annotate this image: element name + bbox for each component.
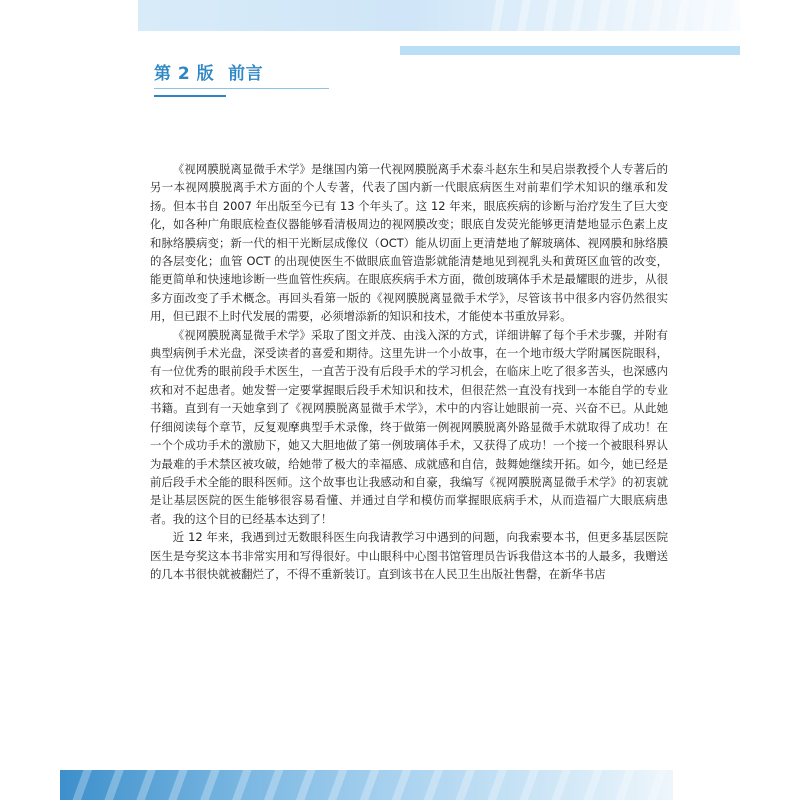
preface-body bbox=[150, 160, 668, 583]
title-underline-accent bbox=[154, 95, 226, 97]
header-accent-bar bbox=[400, 46, 740, 55]
preface-heading: 前言 bbox=[228, 64, 264, 84]
page-title bbox=[154, 59, 263, 84]
bottom-decorative-band bbox=[60, 770, 673, 800]
paragraph: 《视网膜脱离显微手术学》是继国内第一代视网膜脱离手术泰斗赵东生和吴启崇教授个人专著后的另一本视网膜脱离手术方面的个人专著，代表了国内新一代眼底病医生对前辈们学术知识的继承和发扬。但本书自 2007 年出版至今已有 13 个年头了。这 12 年来，眼底疾病的诊断与治疗发生了巨大变化，如各种广角眼底检查仪器能够看清极周边的视网膜改变；眼底自发荧光能够更清楚地显示色素上皮和脉络膜病变；新一代的相干光断层成像仪（OCT）能从切面上更清楚地了解玻璃体、视网膜和脉络膜的各层变化；血管 OCT 的出现使医生不做眼底血管造影就能清楚地见到视乳头和黄斑区血管的改变，能更简单和快速地诊断一些血管性疾病。在眼底疾病手术方面，微创玻璃体手术是最耀眼的进步，从很多方面改变了手术概念。再回头看第一版的《视网膜脱离显微手术学》，尽管该书中很多内容仍然很实用，但已跟不上时代发展的需要，必须增添新的知识和技术，才能使本书重放异彩。 bbox=[150, 162, 668, 324]
paragraph: 近 12 年来，我遇到过无数眼科医生向我请教学习中遇到的问题，向我索要本书，但更多基层医院医生是夸奖这本书非常实用和写得很好。中山眼科中心图书馆管理员告诉我借这本书的人最多，我赠送的几本书很快就被翻烂了，不得不重新装订。直到该书在人民卫生出版社售罄，在新华书店 bbox=[150, 530, 668, 581]
edition-label: 第 2 版 bbox=[154, 64, 215, 84]
paragraph: 《视网膜脱离显微手术学》采取了图文并茂、由浅入深的方式，详细讲解了每个手术步骤，并附有典型病例手术光盘，深受读者的喜爱和期待。这里先讲一个小故事，在一个地市级大学附属医院眼科，有一位优秀的眼前段手术医生，一直苦于没有后段手术的学习机会，在临床上吃了很多苦头，也深感内疚和对不起患者。她发誓一定要掌握眼后段手术知识和技术，但很茫然一直没有找到一本能自学的专业书籍。直到有一天她拿到了《视网膜脱离显微手术学》，术中的内容让她眼前一亮、兴奋不已。从此她仔细阅读每个章节，反复观摩典型手术录像，终于做第一例视网膜脱离外路显微手术就取得了成功！在一个个成功手术的激励下，她又大胆地做了第一例玻璃体手术，又获得了成功！一个接一个被眼科界认为最难的手术禁区被攻破，给她带了极大的幸福感、成就感和自信，鼓舞她继续开拓。如今，她已经是前后段手术全能的眼科医师。这个故事也让我感动和自豪，我编写《视网膜脱离显微手术学》的初衷就是让基层医院的医生能够很容易看懂、并通过自学和模仿而掌握眼底病手术，从而造福广大眼底病患者。我的这个目的已经基本达到了！ bbox=[150, 327, 668, 526]
top-decorative-band bbox=[138, 0, 740, 31]
title-underline bbox=[154, 88, 329, 89]
